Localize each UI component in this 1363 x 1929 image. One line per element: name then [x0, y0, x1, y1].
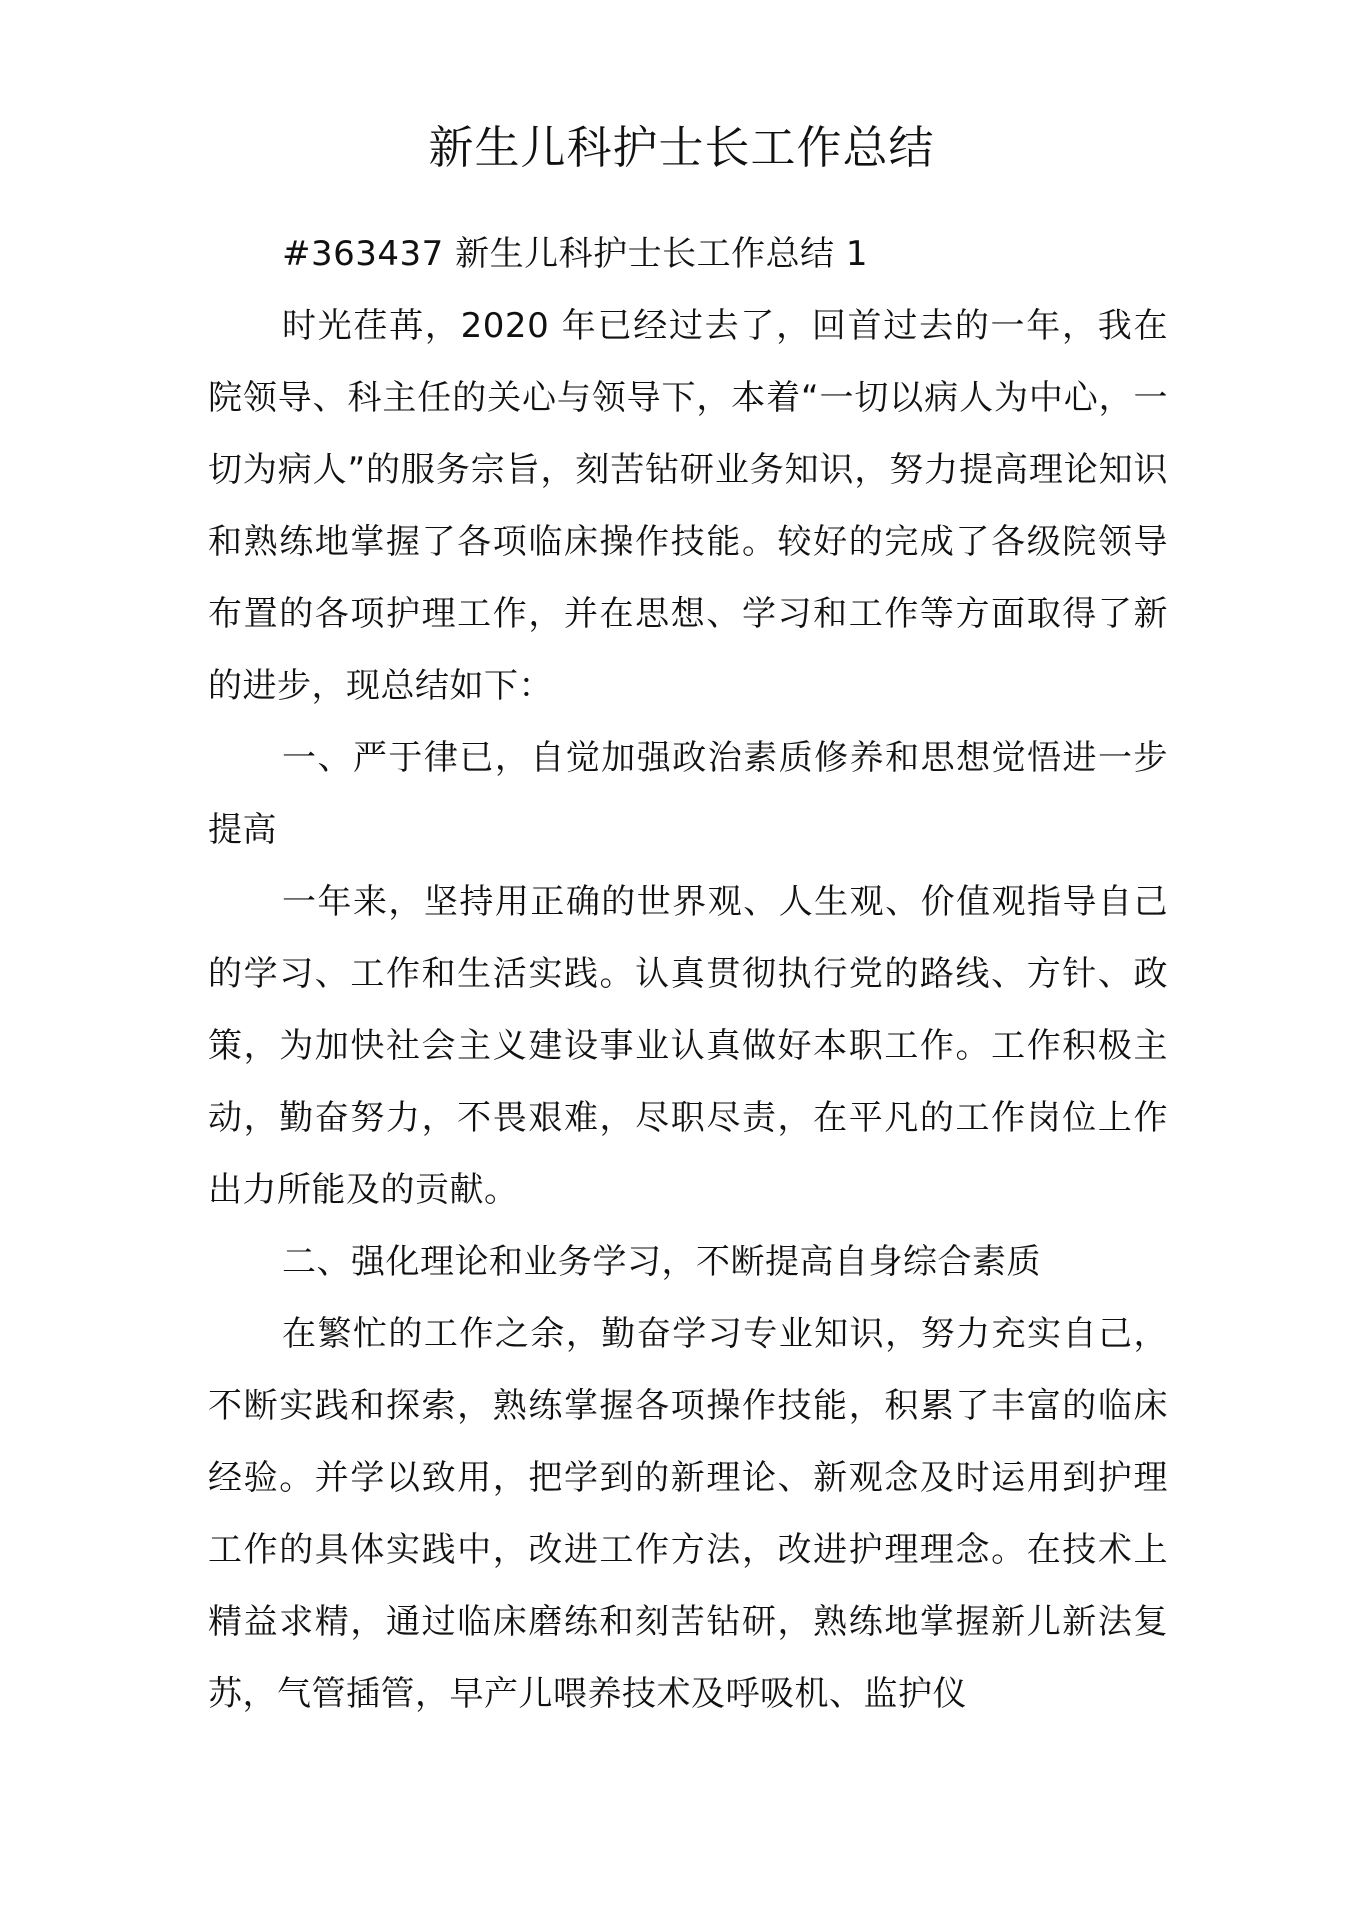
document-body	[208, 218, 1168, 1730]
section-heading-2: 二、强化理论和业务学习，不断提高自身综合素质	[282, 1242, 1041, 1282]
section-heading-1: 一、严于律已，自觉加强政治素质修养和思想觉悟进一步提高	[208, 738, 1168, 850]
document-id-line: #363437 新生儿科护士长工作总结 1	[282, 234, 869, 274]
document-title: 新生儿科护士长工作总结	[428, 121, 935, 174]
intro-paragraph: 时光荏苒，2020 年已经过去了，回首过去的一年，我在院领导、科主任的关心与领导下，本着“一切以病人为中心，一切为病人”的服务宗旨，刻苦钻研业务知识，努力提高理论知识和熟练地掌握了各项临床操作技能。较好的完成了各级院领导布置的各项护理工作，并在思想、学习和工作等方面取得了新的进步，现总结如下：	[208, 306, 1168, 706]
section-2-paragraph: 在繁忙的工作之余，勤奋学习专业知识，努力充实自己，不断实践和探索，熟练掌握各项操作技能，积累了丰富的临床经验。并学以致用，把学到的新理论、新观念及时运用到护理工作的具体实践中，改进工作方法，改进护理理念。在技术上精益求精，通过临床磨练和刻苦钻研，熟练地掌握新儿新法复苏，气管插管，早产儿喂养技术及呼吸机、监护仪	[208, 1314, 1168, 1714]
section-1-paragraph: 一年来，坚持用正确的世界观、人生观、价值观指导自己的学习、工作和生活实践。认真贯彻执行党的路线、方针、政策，为加快社会主义建设事业认真做好本职工作。工作积极主动，勤奋努力，不畏艰难，尽职尽责，在平凡的工作岗位上作出力所能及的贡献。	[208, 882, 1168, 1210]
